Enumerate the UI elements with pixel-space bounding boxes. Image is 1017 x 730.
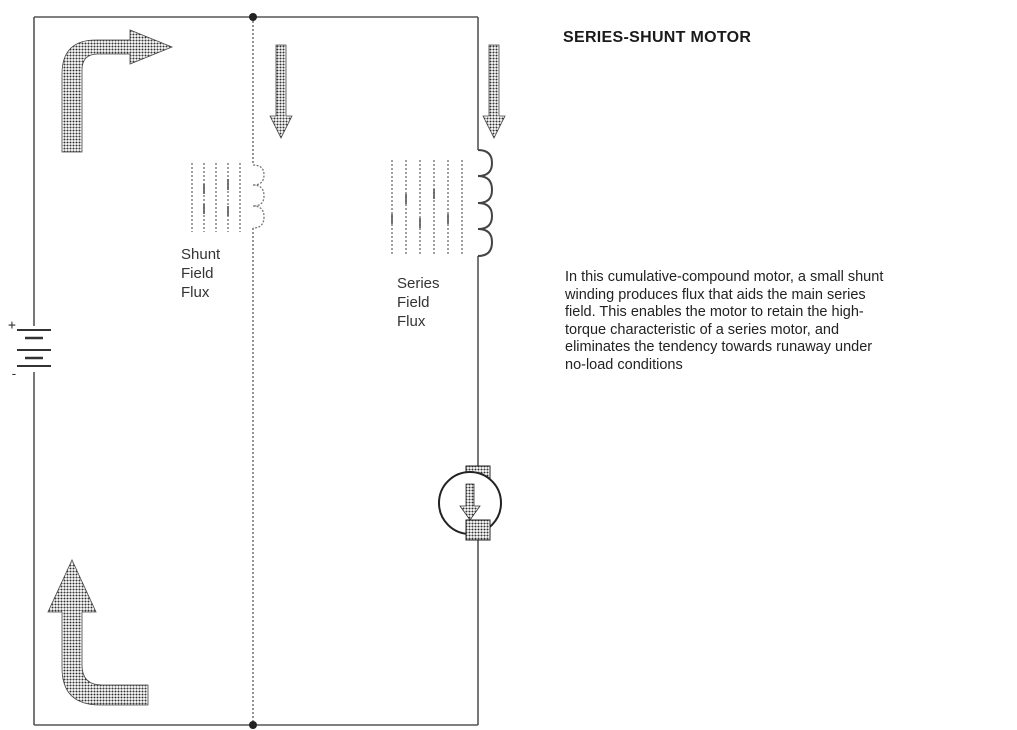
shunt-field-flux-label [181, 245, 220, 302]
shunt-label-line-3: Flux [181, 284, 210, 301]
description-line: field. This enables the motor to retain the high- [565, 304, 864, 320]
description-text [565, 269, 1015, 374]
series-coil [478, 150, 492, 256]
top-junction [249, 13, 257, 21]
circuit-wires [34, 17, 478, 725]
series-flux-lines [392, 160, 462, 256]
bottom-junction [249, 721, 257, 729]
diagram-title: SERIES-SHUNT MOTOR [563, 29, 752, 46]
motor-armature [439, 466, 501, 540]
arrow-bottom-left-icon [48, 560, 148, 705]
arrow-top-left-icon [62, 30, 172, 152]
shunt-label-line-1: Shunt [181, 246, 221, 263]
series-label-line-1: Series [397, 275, 440, 292]
shunt-label-line-2: Field [181, 265, 214, 282]
shunt-coil [253, 165, 264, 228]
battery-negative-sign: - [10, 367, 18, 382]
shunt-flux-lines [192, 163, 240, 232]
arrow-series-down-icon [483, 45, 505, 138]
armature-brush-bottom [466, 520, 490, 540]
battery-positive-sign: + [8, 318, 16, 333]
description-line: no-load conditions [565, 356, 683, 373]
battery [17, 330, 51, 366]
description-line: torque characteristic of a series motor, and [565, 321, 840, 338]
description-line: eliminates the tendency towards runaway under [565, 339, 873, 355]
description-line: winding produces flux that aids the main series [565, 286, 866, 303]
series-label-line-2: Field [397, 294, 430, 311]
description-line: In this cumulative-compound motor, a small shunt [565, 269, 884, 285]
arrow-shunt-down-icon [270, 45, 292, 138]
series-label-line-3: Flux [397, 313, 426, 330]
series-field-flux-label [397, 274, 440, 331]
